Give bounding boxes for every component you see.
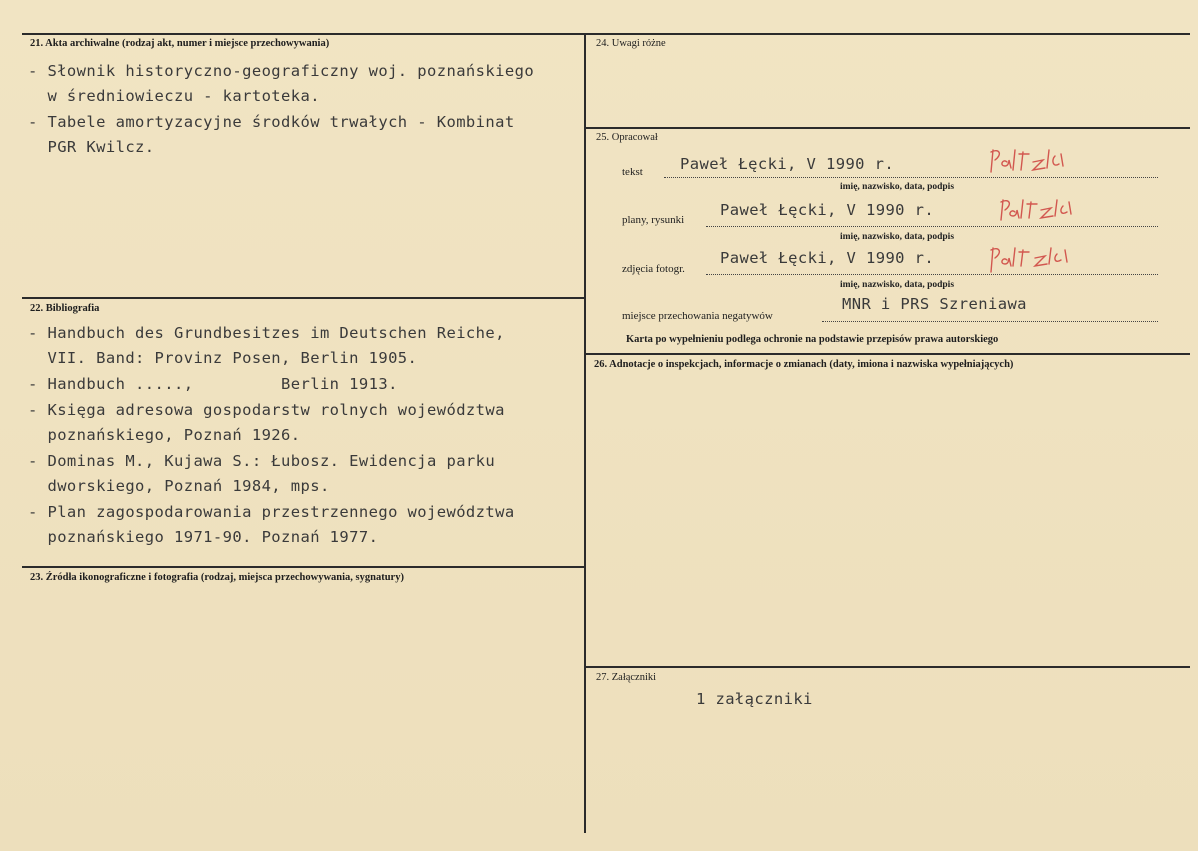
author-plans-caption: imię, nazwisko, data, podpis (840, 232, 955, 242)
bibliography-line: VII. Band: Provinz Posen, Berlin 1905. (28, 349, 418, 367)
section-22-header: 22. Bibliografia (30, 303, 100, 314)
bibliography-line: - Księga adresowa gospodarstw rolnych województwa (28, 401, 505, 419)
section-26-header: 26. Adnotacje o inspekcjach, informacje o zmianach (daty, imiona i nazwiska wypełniających) (594, 359, 1014, 370)
author-text-label: tekst (622, 166, 643, 178)
author-photos-label: zdjęcia fotogr. (622, 263, 685, 275)
author-photos-value: Paweł Łęcki, V 1990 r. (720, 249, 935, 267)
signature-3 (985, 244, 1080, 276)
rule-21-22 (22, 297, 586, 299)
signature-2 (995, 196, 1080, 226)
negatives-value: MNR i PRS Szreniawa (842, 295, 1027, 313)
section-21-header: 21. Akta archiwalne (rodzaj akt, numer i miejsce przechowywania) (30, 38, 330, 49)
attachments-value: 1 załączniki (696, 690, 813, 708)
author-photos-line (706, 274, 1158, 275)
negatives-label: miejsce przechowania negatywów (622, 310, 773, 322)
archive-line: PGR Kwilcz. (28, 138, 155, 156)
archive-line: - Tabele amortyzacyjne środków trwałych - Kombinat (28, 113, 515, 131)
copyright-note: Karta po wypełnieniu podlega ochronie na podstawie przepisów prawa autorskiego (626, 334, 999, 345)
archive-line: w średniowieczu - kartoteka. (28, 87, 320, 105)
author-photos-caption: imię, nazwisko, data, podpis (840, 280, 955, 290)
rule-24-25 (586, 127, 1190, 129)
author-text-line (664, 177, 1158, 178)
section-23-header: 23. Źródła ikonograficzne i fotografia (rodzaj, miejsca przechowywania, sygnatury) (30, 572, 404, 583)
section-25-header: 25. Opracował (596, 132, 658, 143)
rule-22-23 (22, 566, 586, 568)
bibliography-line: - Dominas M., Kujawa S.: Łubosz. Ewidencja parku (28, 452, 496, 470)
archive-line: - Słownik historyczno-geograficzny woj. poznańskiego (28, 62, 535, 80)
author-plans-value: Paweł Łęcki, V 1990 r. (720, 201, 935, 219)
author-plans-line (706, 226, 1158, 227)
section-27-header: 27. Załączniki (596, 672, 657, 683)
center-divider (584, 33, 586, 833)
top-rule (22, 33, 1190, 35)
bibliography-line: poznańskiego, Poznań 1926. (28, 426, 301, 444)
author-plans-label: plany, rysunki (622, 214, 685, 226)
bibliography-line: - Plan zagospodarowania przestrzennego województwa (28, 503, 515, 521)
section-24-header: 24. Uwagi różne (596, 38, 666, 49)
bibliography-line: - Handbuch ....., Berlin 1913. (28, 375, 398, 393)
bibliography-line: poznańskiego 1971-90. Poznań 1977. (28, 528, 379, 546)
bibliography-line: - Handbuch des Grundbesitzes im Deutschen Reiche, (28, 324, 505, 342)
rule-26-27 (586, 666, 1190, 668)
author-text-caption: imię, nazwisko, data, podpis (840, 182, 955, 192)
author-text-value: Paweł Łęcki, V 1990 r. (680, 155, 895, 173)
signature-1 (985, 146, 1075, 178)
rule-25-26 (586, 353, 1190, 355)
negatives-line (822, 321, 1158, 322)
bibliography-line: dworskiego, Poznań 1984, mps. (28, 477, 330, 495)
